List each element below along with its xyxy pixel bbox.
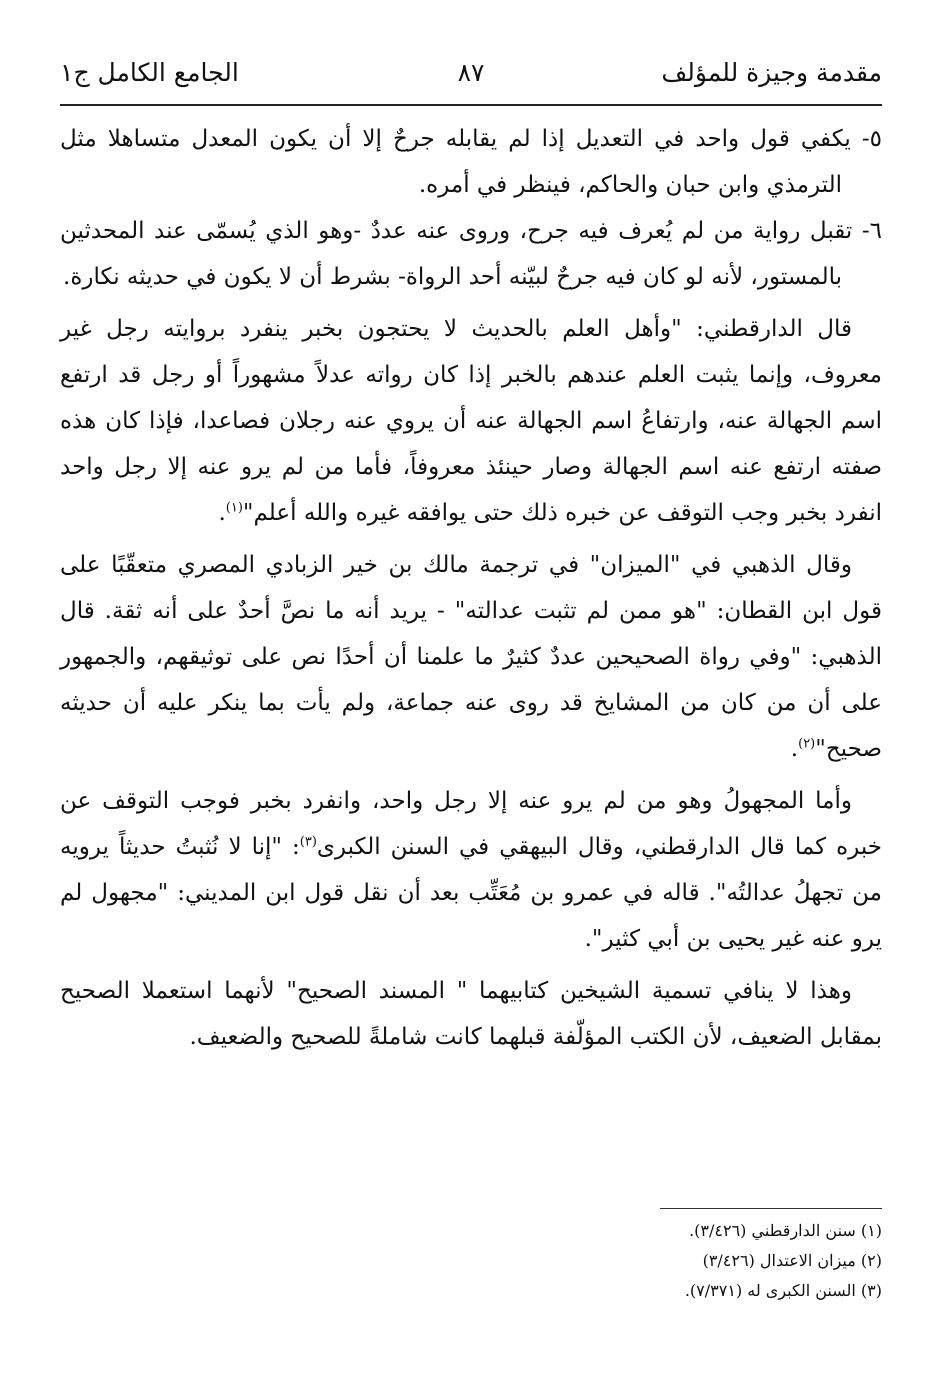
paragraph-shaykhayn: وهذا لا ينافي تسمية الشيخين كتابيهما " المسند الصحيح" لأنهما استعملا الصحيح بمقابل الضعيف، لأن الكتب المؤلّفة قبلهما كانت شاملةً للصحيح والضعيف. [60,978,882,1050]
footnotes [60,1216,882,1306]
rule-item-5: ٥- يكفي قول واحد في التعديل إذا لم يقابله جرحٌ إلا أن يكون المعدل متساهلا مثل الترمذي وابن حبان والحاكم، فينظر في أمره. [60,126,883,198]
footnote-ref-3[interactable]: (٣) [299,834,317,850]
main-text [60,116,882,1060]
page-header [60,58,882,98]
section-title: مقدمة وجيزة للمؤلف [661,58,882,87]
rule-item-6: ٦- تقبل رواية من لم يُعرف فيه جرح، وروى عنه عددٌ -وهو الذي يُسمّى عند المحدثين بالمستور، لأنه لو كان فيه جرحٌ لبيّنه أحد الرواة- بشرط أن لا يكون في حديثه نكارة. [60,218,882,290]
footnote-ref-1[interactable]: (١) [225,500,243,516]
footnote-divider [660,1208,882,1209]
footnote-1: (١) سنن الدارقطني (٣/٤٢٦). [689,1221,882,1240]
paragraph-dhahabi [60,542,882,772]
paragraph-end: . [790,736,799,762]
paragraph-text: وأما المجهولُ وهو من لم يرو عنه إلا رجل واحد، وانفرد بخبر فوجب التوقف عن خبره كما قال الدارقطني، وقال البيهقي في السنن الكبرى [60,788,882,860]
book-title: الجامع الكامل ج١ [60,58,239,87]
paragraph-end: . [218,500,226,526]
paragraph-daraqutni [60,306,882,536]
header-divider [60,104,882,106]
page-number: ٨٧ [457,58,485,87]
paragraph-text: : "إنا لا نُثبتُ حديثاً يرويه من تجهلُ عدالتُه". قاله في عمرو بن مُعَتِّب بعد أن نقل قول ابن المديني: "مجهول لم يرو عنه غير يحيى بن أبي كثير". [60,834,882,952]
paragraph-majhul [60,778,882,962]
paragraph-text: قال الدارقطني: "وأهل العلم بالحديث لا يحتجون بخبر ينفرد بروايته رجل غير معروف، وإنما يثبت العلم عندهم بالخبر إذا كان رواته عدلاً مشهوراً أو رجل قد ارتفع اسم الجهالة عنه، وارتفاعُ اسم الجهالة عنه أن يروي عنه رجلان فصاعدا، فإذا كان هذه صفته ارتفع عنه اسم الجهالة وصار حينئذ معروفاً، فأما من لم يرو عنه إلا رجل واحد انفرد بخبر وجب التوقف عن خبره ذلك حتى يوافقه غيره والله أعلم" [60,316,882,526]
footnote-3: (٣) السنن الكبرى له (٧/٣٧١). [684,1281,882,1300]
footnote-2: (٢) ميزان الاعتدال (٣/٤٢٦) [702,1251,882,1270]
paragraph-text: وقال الذهبي في "الميزان" في ترجمة مالك بن خير الزبادي المصري متعقّبًا على قول ابن القطان: "هو ممن لم تثبت عدالته" - يريد أنه ما نصَّ أحدٌ على أنه ثقة. قال الذهبي: "وفي رواة الصحيحين عددٌ كثيرٌ ما علمنا أن أحدًا نص على توثيقهم، والجمهور على أن من كان من المشايخ قد روى عنه جماعة، ولم يأت بما ينكر عليه أن حديثه صحيح" [60,552,882,762]
footnote-ref-2[interactable]: (٢) [798,736,816,752]
